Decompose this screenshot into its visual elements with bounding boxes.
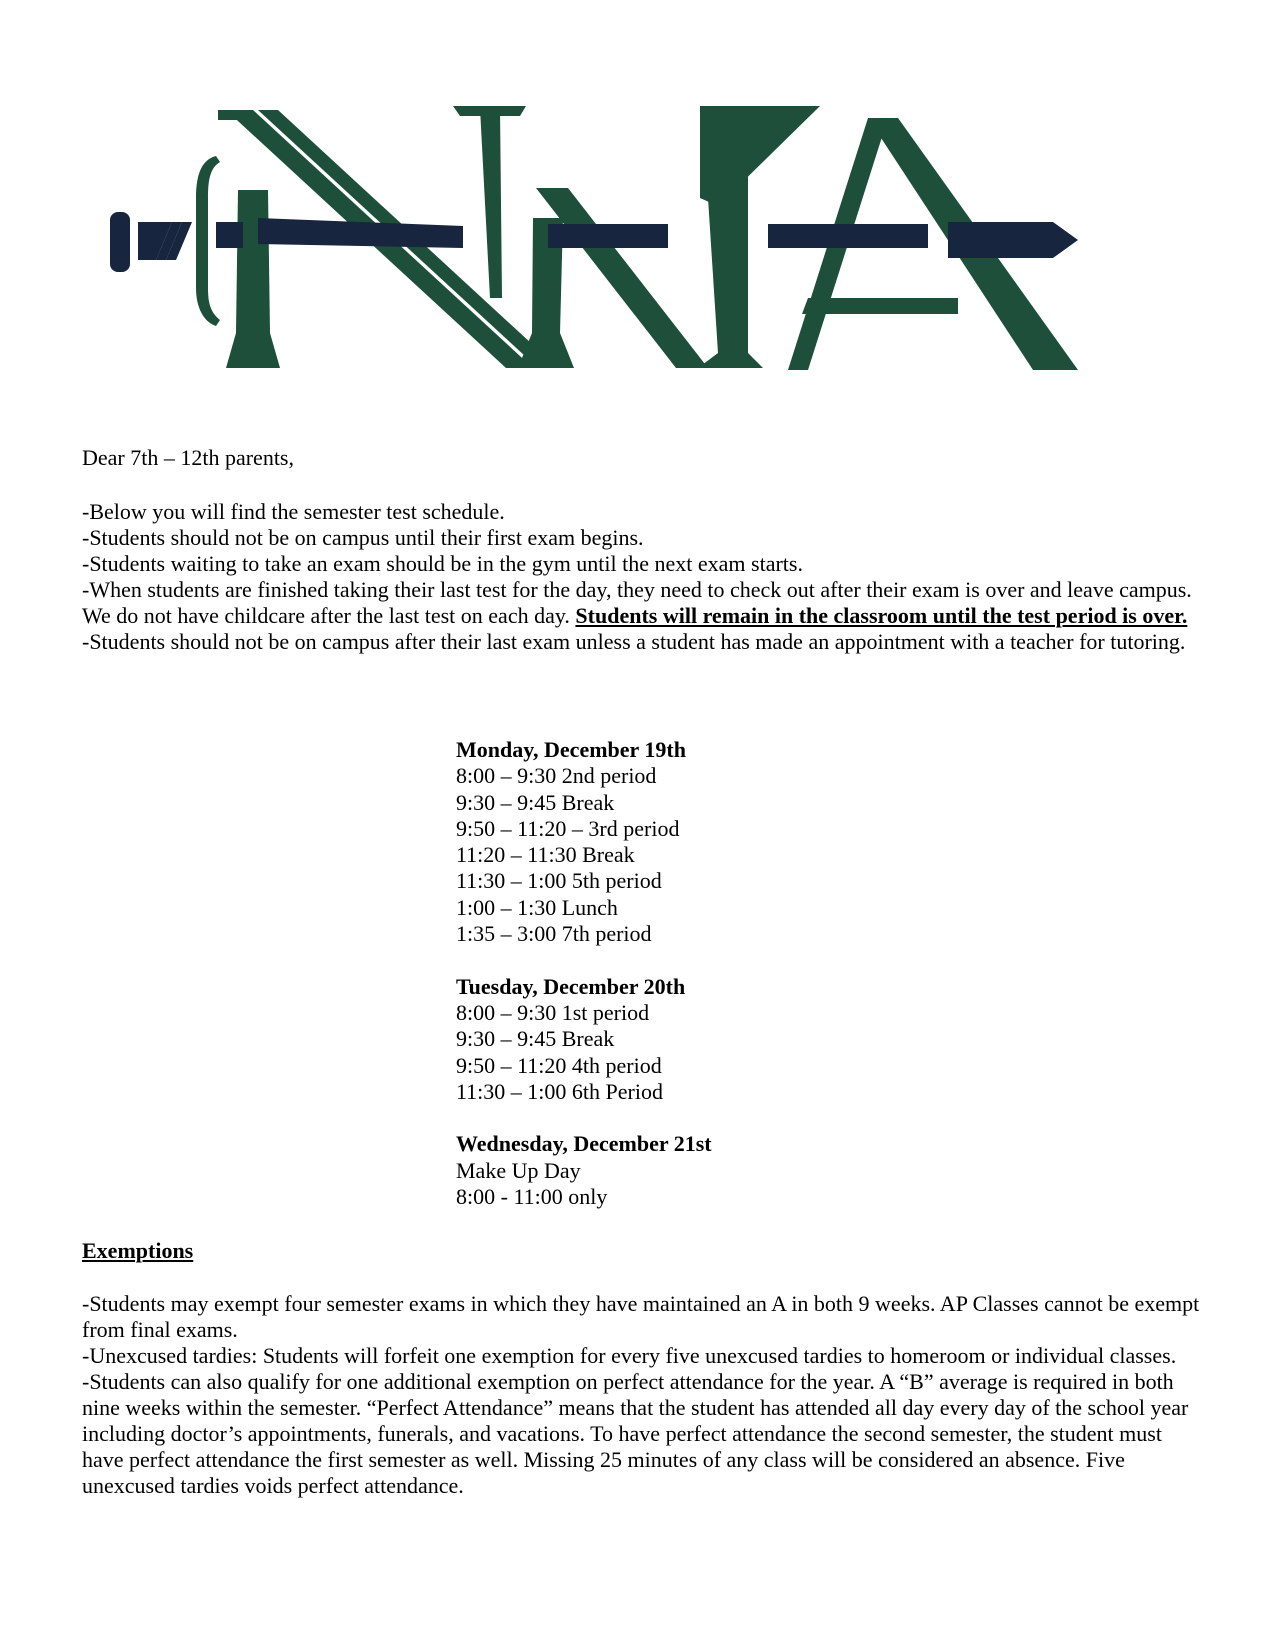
exemptions-heading: Exemptions (82, 1238, 194, 1263)
schedule-wednesday (456, 1131, 712, 1210)
schedule-item: 9:50 – 11:20 4th period (456, 1052, 662, 1078)
bullet-checkout-emphasis: Students will remain in the classroom until the test period is over. (575, 603, 1188, 628)
greeting: Dear 7th – 12th parents, (82, 445, 294, 470)
day-heading: Tuesday, December 20th (456, 973, 686, 999)
bullet-after-exam: -Students should not be on campus after their last exam unless a student has made an appointment with a teacher for tutoring. (82, 629, 1186, 654)
bullet-checkout (82, 577, 1202, 629)
bullet-gym-waiting: -Students waiting to take an exam should be in the gym until the next exam starts. (82, 551, 803, 576)
exemption-rule-a-average: -Students may exempt four semester exams in which they have maintained an A in both 9 weeks. AP Classes cannot be exempt from final exams. (82, 1291, 1200, 1342)
schedule-item: 1:00 – 1:30 Lunch (456, 894, 618, 920)
intro-bullets (82, 499, 1202, 655)
schedule-item: 9:50 – 11:20 – 3rd period (456, 815, 680, 841)
day-heading: Monday, December 19th (456, 737, 686, 762)
schedule-item: Make Up Day (456, 1157, 581, 1183)
schedule-item: 9:30 – 9:45 Break (456, 1026, 615, 1052)
schedule-tuesday (456, 974, 712, 1105)
schedule-item: 11:30 – 1:00 5th period (456, 868, 662, 894)
day-heading: Wednesday, December 21st (456, 1131, 712, 1157)
exemption-rule-attendance: -Students can also qualify for one additional exemption on perfect attendance for the year. A “B” average is required in both nine weeks within the semester. “Perfect Attendance” means that the student has attended all day every day of the school year including doctor’s appointments, funerals, and vacations. To have perfect attendance the second semester, the student must have perfect attendance the first semester as well. Missing 25 minutes of any class will be considered an absence. Five unexcused tardies voids perfect attendance. (82, 1369, 1189, 1498)
schedule-item: 8:00 - 11:00 only (456, 1184, 608, 1210)
schedule-item: 1:35 – 3:00 7th period (456, 921, 652, 947)
schedule-item: 11:20 – 11:30 Break (456, 842, 635, 868)
exam-schedule (456, 737, 712, 1237)
schedule-monday (456, 737, 712, 947)
schedule-item: 11:30 – 1:00 6th Period (456, 1078, 663, 1104)
bullet-checkout-text: -When students are finished taking their last test for the day, they need to check out after their exam is over and leave campus. We do not have childcare after the last test on each day. (82, 577, 1192, 628)
school-logo (108, 98, 1148, 398)
exemption-rule-tardies: -Unexcused tardies: Students will forfeit one exemption for every five unexcused tardies to homeroom or individual classes. (82, 1343, 1177, 1368)
schedule-item: 9:30 – 9:45 Break (456, 789, 615, 815)
schedule-item: 8:00 – 9:30 1st period (456, 999, 650, 1025)
bullet-schedule: -Below you will find the semester test schedule. (82, 499, 505, 524)
bullet-campus-arrival: -Students should not be on campus until their first exam begins. (82, 525, 644, 550)
schedule-item: 8:00 – 9:30 2nd period (456, 763, 657, 789)
exemptions-rules (82, 1291, 1202, 1499)
